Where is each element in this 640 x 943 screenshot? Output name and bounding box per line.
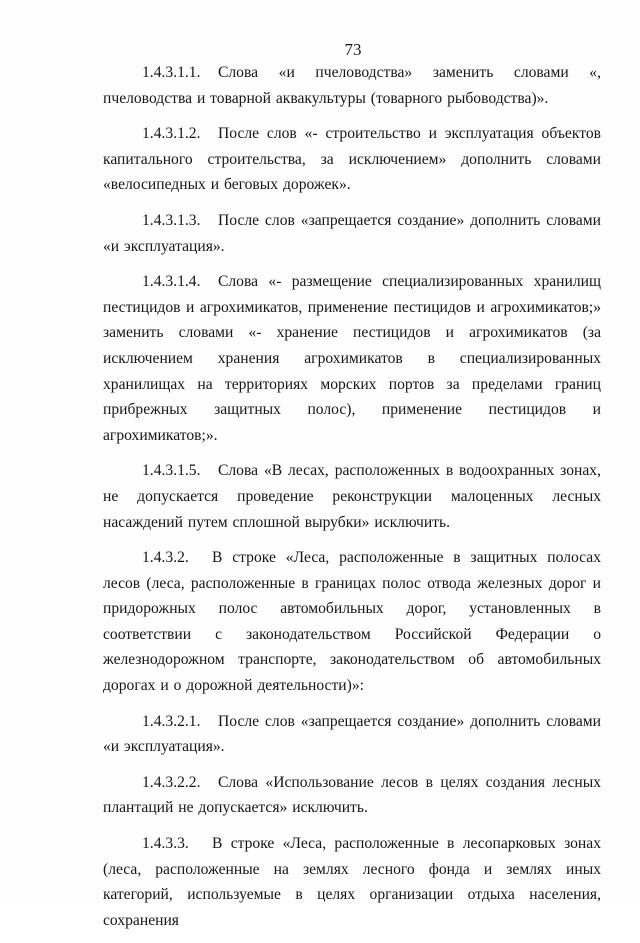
clause-text: После слов «- строительство и эксплуатация объектов капитального строительства, за исключением» дополнить словами «велосипедных и беговых дорожек». xyxy=(103,125,601,194)
clause-number: 1.4.3.3. xyxy=(142,835,189,853)
paragraph-1-4-3-2 xyxy=(103,545,601,699)
clause-text: В строке «Леса, расположенные в защитных полосах лесов (леса, расположенные в границах полос отвода железных дорог и придорожных полос автомобильных дорог, установленных в соответствии с законодательством Российской Федерации о железнодорожном транспорте, законодательством об автомобильных дорогах и о дорожной деятельности)»: xyxy=(103,549,601,695)
paragraph-1-4-3-2-1 xyxy=(103,709,601,760)
clause-number: 1.4.3.1.3. xyxy=(142,211,201,229)
clause-text: После слов «запрещается создание» дополнить словами «и эксплуатация». xyxy=(103,712,601,756)
clause-text: Слова «Использование лесов в целях создания лесных плантаций не допускается» исключить. xyxy=(103,773,601,817)
document-body xyxy=(103,60,601,943)
clause-number: 1.4.3.1.5. xyxy=(142,462,201,480)
clause-number: 1.4.3.2. xyxy=(142,549,189,567)
paragraph-1-4-3-1-5 xyxy=(103,458,601,535)
paragraph-1-4-3-1-4 xyxy=(103,269,601,448)
clause-text: В строке «Леса, расположенные в лесопарковых зонах (леса, расположенные на землях лесного фонда и землях иных категорий, используемые в целях организации отдыха населения, сохранения xyxy=(103,835,601,929)
paragraph-1-4-3-1-3 xyxy=(103,208,601,259)
clause-number: 1.4.3.1.2. xyxy=(142,125,201,143)
clause-text: Слова «- размещение специализированных хранилищ пестицидов и агрохимикатов, применение пестицидов и агрохимикатов;» заменить словами «- хранение пестицидов и агрохимикатов (за исключением хранения агрохимикатов в специализированных хранилищах на территориях морских портов за пределами границ прибрежных защитных полос), применение пестицидов и агрохимикатов;». xyxy=(103,273,601,444)
clause-text: Слова «В лесах, расположенных в водоохранных зонах, не допускается проведение реконструкции малоценных лесных насаждений путем сплошной вырубки» исключить. xyxy=(103,462,601,531)
page-number: 73 xyxy=(344,40,362,59)
clause-text: После слов «запрещается создание» дополнить словами «и эксплуатация». xyxy=(103,211,601,255)
clause-number: 1.4.3.1.4. xyxy=(142,273,201,291)
paragraph-1-4-3-2-2 xyxy=(103,770,601,821)
paragraph-1-4-3-1-2 xyxy=(103,121,601,198)
paragraph-1-4-3-1-1 xyxy=(103,60,601,111)
clause-text: Слова «и пчеловодства» заменить словами «, пчеловодства и товарной аквакультуры (товарного рыбоводства)». xyxy=(103,64,601,107)
clause-number: 1.4.3.2.1. xyxy=(142,712,201,730)
clause-number: 1.4.3.2.2. xyxy=(142,773,201,791)
paragraph-1-4-3-3 xyxy=(103,831,601,933)
clause-number: 1.4.3.1.1. xyxy=(142,64,201,81)
